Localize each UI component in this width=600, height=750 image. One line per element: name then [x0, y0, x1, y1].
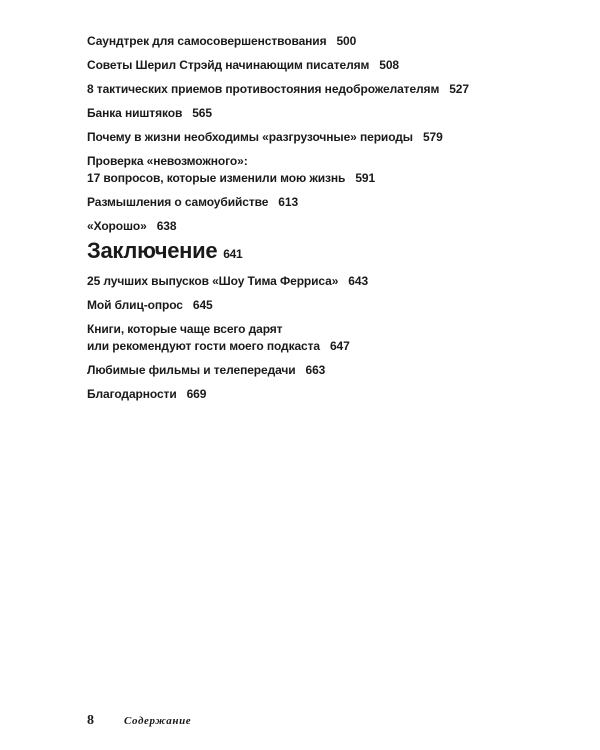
- toc-page-number: 647: [329, 339, 350, 353]
- toc-entry-line: [87, 386, 557, 403]
- toc-page-number: 500: [336, 34, 357, 48]
- toc-entry: [87, 386, 557, 403]
- toc-list-top: [87, 33, 557, 242]
- toc-entry-line: [87, 297, 557, 314]
- toc-entry-line: [87, 194, 557, 211]
- toc-entry-line: [87, 273, 557, 290]
- toc-page-number: 643: [348, 274, 369, 288]
- toc-entry: [87, 33, 557, 50]
- toc-entry: [87, 57, 557, 74]
- toc-page-number: 613: [278, 195, 299, 209]
- toc-entry-line: [87, 57, 557, 74]
- toc-entry-title: или рекомендуют гости моего подкаста: [87, 339, 320, 353]
- toc-entry: [87, 129, 557, 146]
- toc-entry: [87, 362, 557, 379]
- toc-entry: [87, 321, 557, 355]
- toc-entry: [87, 297, 557, 314]
- toc-entry-title: Любимые фильмы и телепередачи: [87, 363, 296, 377]
- toc-entry-line: [87, 81, 557, 98]
- toc-entry-line: [87, 33, 557, 50]
- toc-entry-line: [87, 153, 557, 170]
- toc-entry-title: Мой блиц-опрос: [87, 298, 183, 312]
- toc-entry-title: 25 лучших выпусков «Шоу Тима Ферриса»: [87, 274, 339, 288]
- toc-entry: [87, 105, 557, 122]
- toc-entry-title: 17 вопросов, которые изменили мою жизнь: [87, 171, 346, 185]
- toc-entry-line: [87, 170, 557, 187]
- toc-entry-title: Банка ништяков: [87, 106, 183, 120]
- toc-page-number: 579: [422, 130, 443, 144]
- section-page-number: 641: [223, 247, 243, 261]
- section-heading: [87, 238, 242, 267]
- toc-entry: [87, 81, 557, 98]
- toc-page-number: 591: [355, 171, 376, 185]
- toc-entry-title: Благодарности: [87, 387, 177, 401]
- toc-page-number: 565: [192, 106, 212, 120]
- page-number: 8: [87, 713, 94, 728]
- toc-page-number: 638: [156, 219, 177, 233]
- toc-entry-title: Почему в жизни необходимы «разгрузочные» периоды: [87, 130, 413, 144]
- toc-entry-title: «Хорошо»: [87, 219, 147, 233]
- toc-entry-title: Проверка «невозможного»:: [87, 154, 248, 168]
- toc-entry-line: [87, 218, 557, 235]
- toc-page-number: 508: [379, 58, 400, 72]
- toc-entry: [87, 194, 557, 211]
- section-title: Заключение: [87, 238, 218, 263]
- toc-entry: [87, 153, 557, 187]
- toc-page-number: 645: [192, 298, 213, 312]
- toc-entry-title: Саундтрек для самосовершенствования: [87, 34, 327, 48]
- toc-entry-line: [87, 362, 557, 379]
- toc-entry-line: [87, 105, 557, 122]
- toc-entry-line: [87, 321, 557, 338]
- toc-page-number: 669: [186, 387, 207, 401]
- toc-entry: [87, 273, 557, 290]
- toc-entry-title: Книги, которые чаще всего дарят: [87, 322, 283, 336]
- toc-entry-title: 8 тактических приемов противостояния недоброжелателям: [87, 82, 440, 96]
- toc-entry: [87, 218, 557, 235]
- toc-page-number: 663: [305, 363, 326, 377]
- toc-entry-line: [87, 338, 557, 355]
- toc-entry-line: [87, 129, 557, 146]
- toc-entry-title: Размышления о самоубийстве: [87, 195, 269, 209]
- toc-entry-title: Советы Шерил Стрэйд начинающим писателям: [87, 58, 370, 72]
- running-title: Содержание: [124, 715, 192, 727]
- page-footer: [87, 711, 191, 729]
- toc-page-number: 527: [449, 82, 469, 96]
- toc-list-bottom: [87, 273, 557, 410]
